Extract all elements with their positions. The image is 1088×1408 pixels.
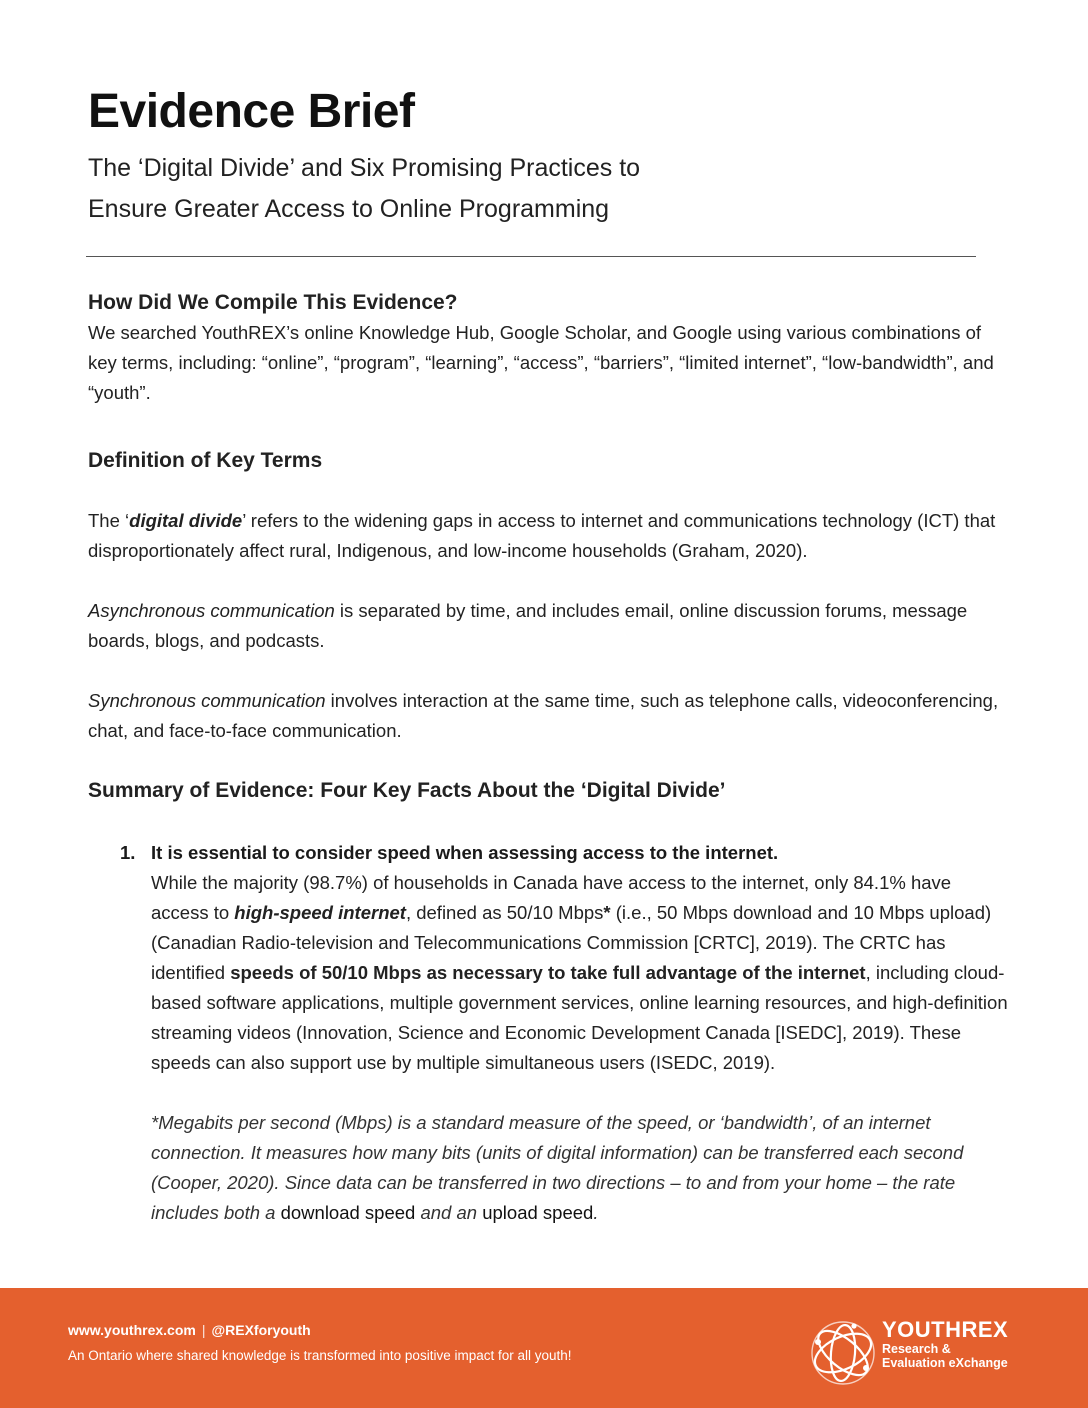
item-text-7: , including cloud-based software applications, multiple government services, online learning resources, and high-definition streaming videos (Innovation, Science and Economic Development Canada [ISEDC], 2019). These speeds can also support use by multiple simultaneous users (ISEDC, 2019). — [151, 962, 1008, 1073]
footer-separator: | — [201, 1322, 206, 1338]
page-title: Evidence Brief — [88, 85, 415, 138]
footer-tagline: An Ontario where shared knowledge is transformed into positive impact for all youth! — [68, 1348, 572, 1363]
dd-term: digital divide — [129, 510, 243, 531]
definition-synchronous — [88, 686, 1008, 746]
summary-heading: Summary of Evidence: Four Key Facts About the ‘Digital Divide’ — [88, 779, 726, 802]
page-subtitle — [88, 148, 848, 230]
definition-digital-divide — [88, 506, 1008, 566]
definitions-heading: Definition of Key Terms — [88, 449, 323, 472]
summary-section — [88, 776, 1008, 1228]
globe-swirl-icon — [806, 1316, 880, 1390]
note-text-5: . — [593, 1202, 599, 1223]
definition-asynchronous — [88, 596, 1008, 656]
brand-block — [882, 1318, 1008, 1370]
item-number: 1. — [120, 842, 136, 863]
item-text-1: While the majority (98.7%) of households in Canada have access to the internet, only 84.1% have access to — [151, 872, 952, 923]
note-download-speed: download speed — [280, 1202, 416, 1223]
social-handle-link[interactable]: @REXforyouth — [211, 1322, 311, 1338]
dd-pre: The ‘ — [88, 510, 130, 531]
page-footer — [0, 1288, 1088, 1408]
item-text-5: (i.e., 50 Mbps download and 10 Mbps upload) (Canadian Radio-television and Telecommunications Commission [CRTC], 2019). The CRTC has identified — [151, 902, 992, 983]
subtitle-line-1: The ‘Digital Divide’ and Six Promising Practices to — [88, 154, 641, 182]
footer-links — [68, 1322, 311, 1338]
compile-heading: How Did We Compile This Evidence? — [88, 291, 458, 314]
async-text: is separated by time, and includes email, online discussion forums, message boards, blogs, and podcasts. — [88, 600, 968, 651]
note-text-3: and an — [415, 1202, 483, 1223]
compile-section — [88, 288, 1008, 408]
async-term: Asynchronous communication — [88, 600, 335, 621]
brand-sub-1: Research & — [882, 1342, 951, 1356]
item-body — [151, 868, 1008, 1078]
compile-text: We searched YouthREX’s online Knowledge Hub, Google Scholar, and Google using various combinations of key terms, including: “online”, “program”, “learning”, “access”, “barriers”, “limited internet”, “low-bandwidth”, and “youth”. — [88, 322, 994, 403]
dd-post: ’ refers to the widening gaps in access to internet and communications technology (ICT) that disproportionately affect rural, Indigenous, and low-income households (Graham, 2020). — [88, 510, 996, 561]
definitions-section — [88, 446, 1008, 746]
item-heading: It is essential to consider speed when assessing access to the internet. — [151, 842, 779, 863]
header-divider — [86, 256, 976, 257]
subtitle-line-2: Ensure Greater Access to Online Programming — [88, 195, 610, 223]
brand-name: YOUTHREX — [882, 1317, 1009, 1342]
note-upload-speed: upload speed — [482, 1202, 594, 1223]
item-text-3: , defined as 50/10 Mbps — [405, 902, 604, 923]
item-asterisk: * — [603, 902, 611, 923]
item-emph-high-speed: high-speed internet — [234, 902, 406, 923]
sync-text: involves interaction at the same time, such as telephone calls, videoconferencing, chat, and face-to-face communication. — [88, 690, 999, 741]
sync-term: Synchronous communication — [88, 690, 326, 711]
list-item — [88, 838, 1008, 1228]
item-emph-speeds: speeds of 50/10 Mbps as necessary to take full advantage of the internet — [230, 962, 866, 983]
main-content — [88, 288, 1008, 1228]
website-link[interactable]: www.youthrex.com — [68, 1322, 196, 1338]
note-text-1: *Megabits per second (Mbps) is a standard measure of the speed, or ‘bandwidth’, of an internet connection. It measures how many bits (units of digital information) can be transferred each second (Cooper, 2020). Since data can be transferred in two directions – to and from your home – the rate includes both a — [151, 1112, 964, 1223]
footnote — [151, 1108, 1008, 1228]
brand-sub-2: Evaluation eXchange — [882, 1356, 1008, 1370]
